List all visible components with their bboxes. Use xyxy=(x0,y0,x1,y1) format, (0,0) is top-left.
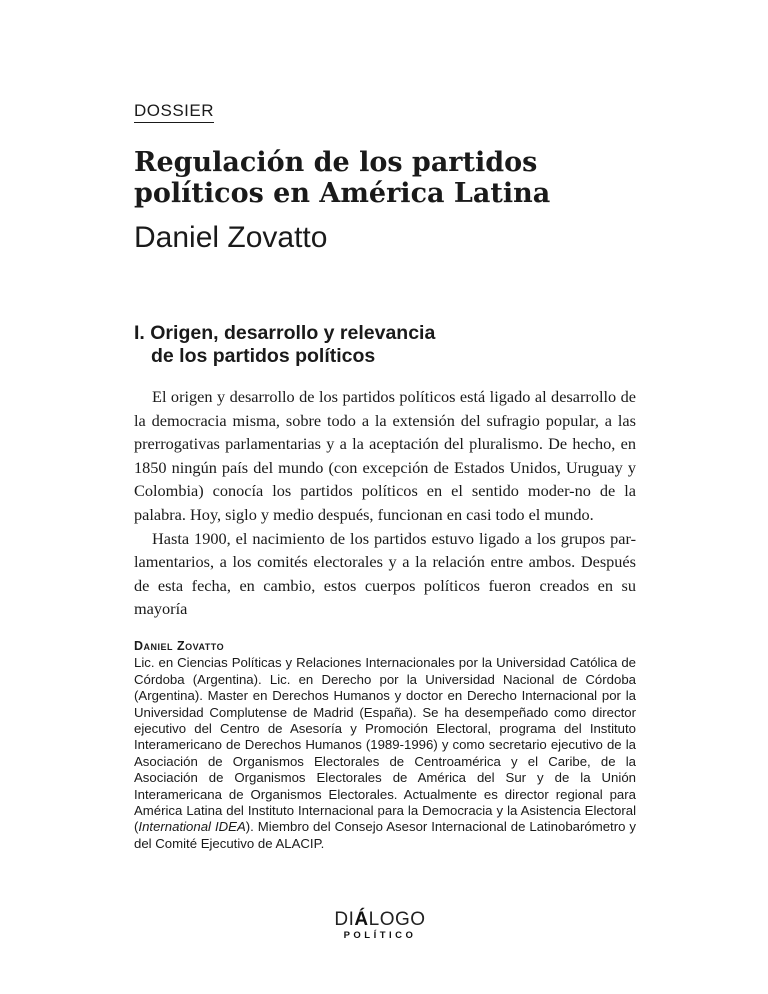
logo-word-accent: Á xyxy=(354,909,369,930)
section-label: DOSSIER xyxy=(134,101,214,123)
body-paragraph: Hasta 1900, el nacimiento de los partidos estuvo ligado a los grupos par-lamentarios, a los comités electorales y a la relación entre ambos. Después de esta fecha, en cambio, estos cuerpos políticos fueron creados en su mayoría xyxy=(134,528,636,619)
section-number: I. xyxy=(134,322,145,344)
logo-subtitle: POLÍTICO xyxy=(343,930,417,941)
article-author: Daniel Zovatto xyxy=(134,221,328,254)
bio-text-end: ). Miembro del Consejo Asesor Internacional de Latinobarómetro y del Comité Ejecutivo de ALACIP. xyxy=(134,819,636,851)
section-heading xyxy=(134,322,594,368)
body-text xyxy=(134,385,636,621)
section-heading-line2: de los partidos políticos xyxy=(151,345,376,367)
bio-text xyxy=(134,655,636,852)
dialogo-politico-logo xyxy=(330,910,430,941)
section-heading-line1: Origen, desarrollo y relevancia xyxy=(150,322,436,344)
logo-wordmark xyxy=(330,910,430,930)
author-bio xyxy=(134,638,636,852)
bio-text-main: Lic. en Ciencias Políticas y Relaciones Internacionales por la Universidad Católica de Córdoba (Argentina). Lic. en Derecho por la Universidad Nacional de Córdoba (Argentina). Master en Derechos Humanos y doctor en Derecho Internacional por la Universidad Complutense de Madrid (España). Se ha desempeñado como director ejecutivo del Centro de Asesoría y Promoción Electoral, programa del Instituto Interamericano de Derechos Humanos (1989-1996) y como secretario ejecutivo de la Asociación de Organismos Electorales de Centroamérica y el Caribe, de la Asociación de Organismos Electorales de América del Sur y de la Unión Interamericana de Organismos Electorales. Actualmente es director regional para América Latina del Instituto Internacional para la Democracia y la Asistencia Electoral ( xyxy=(134,655,636,835)
bio-author-name: Daniel Zovatto xyxy=(134,639,225,653)
body-paragraph: El origen y desarrollo de los partidos políticos está ligado al desarrollo de la democracia misma, sobre todo a la extensión del sufragio popular, a las prerrogativas parlamentarias y a la aceptación del pluralismo. De hecho, en 1850 ningún país del mundo (con excepción de Estados Unidos, Uruguay y Colombia) conocía los partidos políticos en el sentido moder-no de la palabra. Hoy, siglo y medio después, funcionan en casi todo el mundo. xyxy=(134,387,636,524)
bio-text-italic: International IDEA xyxy=(138,819,246,835)
logo-word-part2: LOGO xyxy=(368,909,426,930)
article-title: Regulación de los partidos políticos en América Latina xyxy=(134,147,551,209)
logo-word-part1: DI xyxy=(334,909,355,930)
